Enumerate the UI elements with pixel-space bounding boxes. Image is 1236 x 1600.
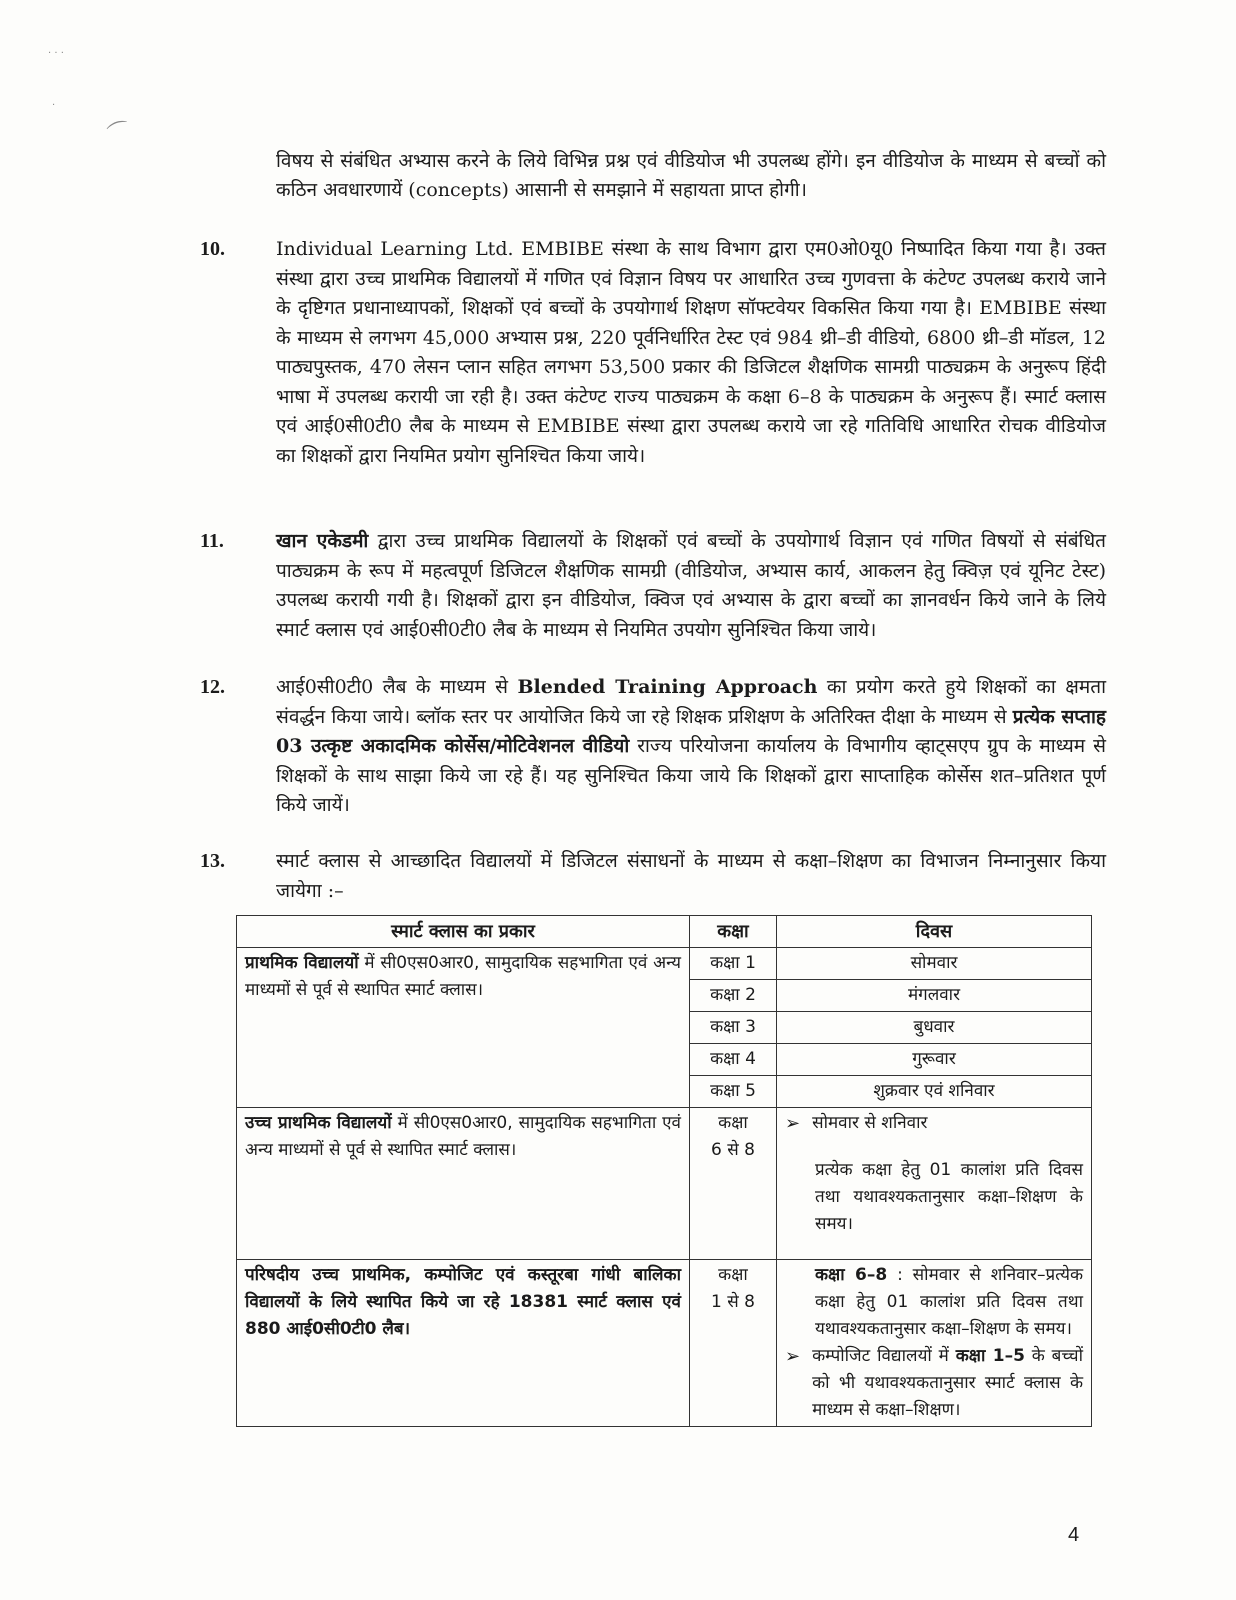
- header-class: कक्षा: [690, 916, 777, 948]
- day-cell: कक्षा 6–8 : सोमवार से शनिवार–प्रत्येक कक्षा हेतु 01 कालांश प्रति दिवस तथा यथावश्यकतानुसार कक्षा–शिक्षण के समय। ➢ कम्पोजिट विद्यालयों में कक्षा 1–5 के बच्चों को भी यथावश्यकतानुसार स्मार्ट क्लास के माध्यम से कक्षा–शिक्षण।: [777, 1260, 1092, 1427]
- day-cell: ➢ सोमवार से शनिवार प्रत्येक कक्षा हेतु 01 कालांश प्रति दिवस तथा यथावश्यकतानुसार कक्षा–शिक्षण के समय।: [777, 1108, 1092, 1260]
- bullet-item: ➢ कम्पोजिट विद्यालयों में कक्षा 1–5 के बच्चों को भी यथावश्यकतानुसार स्मार्ट क्लास के माध्यम से कक्षा–शिक्षण।: [785, 1343, 1083, 1424]
- item-number: 11.: [200, 530, 224, 552]
- item-number: 10.: [200, 238, 225, 260]
- punch-mark: ⌒: [105, 117, 135, 149]
- scan-speck: · · ·: [48, 48, 64, 59]
- type-cell: परिषदीय उच्च प्राथमिक, कम्पोजिट एवं कस्तूरबा गांधी बालिका विद्यालयों के लिये स्थापित किये जा रहे 18381 स्मार्ट क्लास एवं 880 आई0सी0टी0 लैब।: [237, 1260, 690, 1427]
- item-number: 12.: [200, 676, 225, 698]
- table-row: [237, 1108, 1092, 1260]
- item-12: [200, 673, 1106, 821]
- intro-paragraph: विषय से संबंधित अभ्यास करने के लिये विभिन्न प्रश्न एवं वीडियोज भी उपलब्ध होंगे। इन वीडियोज के माध्यम से बच्चों को कठिन अवधारणायें (concepts) आसानी से समझाने में सहायता प्राप्त होगी।: [276, 150, 1106, 201]
- khan-academy-label: खान एकेडमी: [276, 530, 369, 552]
- class-cell: कक्षा 3: [690, 1012, 777, 1044]
- day-cell: गुरूवार: [777, 1044, 1092, 1076]
- class-cell: कक्षा 6 से 8: [690, 1108, 777, 1260]
- table-header-row: [237, 916, 1092, 948]
- class-cell: कक्षा 4: [690, 1044, 777, 1076]
- table-row: [237, 948, 1092, 980]
- class-cell: कक्षा 1: [690, 948, 777, 980]
- item-number: 13.: [200, 850, 225, 872]
- smart-class-schedule-table: [236, 915, 1092, 1427]
- arrow-bullet-icon: ➢: [785, 1113, 801, 1134]
- table-row: [237, 1260, 1092, 1427]
- day-cell: सोमवार: [777, 948, 1092, 980]
- class-cell: कक्षा 2: [690, 980, 777, 1012]
- header-type: स्मार्ट क्लास का प्रकार: [237, 916, 690, 948]
- page-number: 4: [1068, 1524, 1080, 1546]
- arrow-bullet-icon: ➢: [785, 1346, 801, 1367]
- class-cell: कक्षा 1 से 8: [690, 1260, 777, 1427]
- bullet-item: ➢ सोमवार से शनिवार: [785, 1110, 1083, 1137]
- item-text: खान एकेडमी द्वारा उच्च प्राथमिक विद्यालयों के शिक्षकों एवं बच्चों के उपयोगार्थ विज्ञान एवं गणित विषयों से संबंधित पाठ्यक्रम के रूप में महत्वपूर्ण डिजिटल शैक्षणिक सामग्री (वीडियोज, अभ्यास कार्य, आकलन हेतु क्विज़ एवं यूनिट टेस्ट) उपलब्ध करायी गयी है। शिक्षकों द्वारा इन वीडियोज, क्विज एवं अभ्यास के द्वारा बच्चों का ज्ञानवर्धन किये जाने के लिये स्मार्ट क्लास एवं आई0सी0टी0 लैब के माध्यम से नियमित उपयोग सुनिश्चित किया जाये।: [276, 530, 1106, 641]
- scan-speck: ·: [52, 100, 56, 111]
- item-11: [200, 527, 1106, 645]
- day-cell: बुधवार: [777, 1012, 1092, 1044]
- day-cell: शुक्रवार एवं शनिवार: [777, 1076, 1092, 1108]
- day-cell: मंगलवार: [777, 980, 1092, 1012]
- type-cell: प्राथमिक विद्यालयों में सी0एस0आर0, सामुदायिक सहभागिता एवं अन्य माध्यमों से पूर्व से स्थापित स्मार्ट क्लास।: [237, 948, 690, 1108]
- item-10: [200, 235, 1106, 471]
- header-day: दिवस: [777, 916, 1092, 948]
- item-text: Individual Learning Ltd. EMBIBE संस्था के साथ विभाग द्वारा एम0ओ0यू0 निष्पादित किया गया है। उक्त संस्था द्वारा उच्च प्राथमिक विद्यालयों में गणित एवं विज्ञान विषय पर आधारित उच्च गुणवत्ता के कंटेण्ट उपलब्ध कराये जाने के दृष्टिगत प्रधानाध्यापकों, शिक्षकों एवं बच्चों के उपयोगार्थ शिक्षण सॉफ्टवेयर विकसित किया गया है। EMBIBE संस्था के माध्यम से लगभग 45,000 अभ्यास प्रश्न, 220 पूर्वनिर्धारित टेस्ट एवं 984 थ्री–डी वीडियो, 6800 थ्री–डी मॉडल, 12 पाठ्यपुस्तक, 470 लेसन प्लान सहित लगभग 53,500 प्रकार की डिजिटल शैक्षणिक सामग्री पाठ्यक्रम के अनुरूप हिंदी भाषा में उपलब्ध करायी जा रही है। उक्त कंटेण्ट राज्य पाठ्यक्रम के कक्षा 6–8 के पाठ्यक्रम के अनुरूप हैं। स्मार्ट क्लास एवं आई0सी0टी0 लैब के माध्यम से EMBIBE संस्था द्वारा उपलब्ध कराये जा रहे गतिविधि आधारित रोचक वीडियोज का शिक्षकों द्वारा नियमित प्रयोग सुनिश्चित किया जाये।: [276, 238, 1106, 467]
- type-cell: उच्च प्राथमिक विद्यालयों में सी0एस0आर0, सामुदायिक सहभागिता एवं अन्य माध्यमों से पूर्व से स्थापित स्मार्ट क्लास।: [237, 1108, 690, 1260]
- item-text: स्मार्ट क्लास से आच्छादित विद्यालयों में डिजिटल संसाधनों के माध्यम से कक्षा–शिक्षण का विभाजन निम्नानुसार किया जायेगा :–: [276, 850, 1106, 902]
- item-13: [200, 847, 1106, 906]
- item-text: आई0सी0टी0 लैब के माध्यम से Blended Training Approach का प्रयोग करते हुये शिक्षकों का क्षमता संवर्द्धन किया जाये। ब्लॉक स्तर पर आयोजित किये जा रहे शिक्षक प्रशिक्षण के अतिरिक्त दीक्षा के माध्यम से प्रत्येक सप्ताह 03 उत्कृष्ट अकादमिक कोर्सेस/मोटिवेशनल वीडियो राज्य परियोजना कार्यालय के विभागीय व्हाट्सएप ग्रुप के माध्यम से शिक्षकों के साथ साझा किये जा रहे हैं। यह सुनिश्चित किया जाये कि शिक्षकों द्वारा साप्ताहिक कोर्सेस शत–प्रतिशत पूर्ण किये जायें।: [276, 676, 1106, 816]
- class-cell: कक्षा 5: [690, 1076, 777, 1108]
